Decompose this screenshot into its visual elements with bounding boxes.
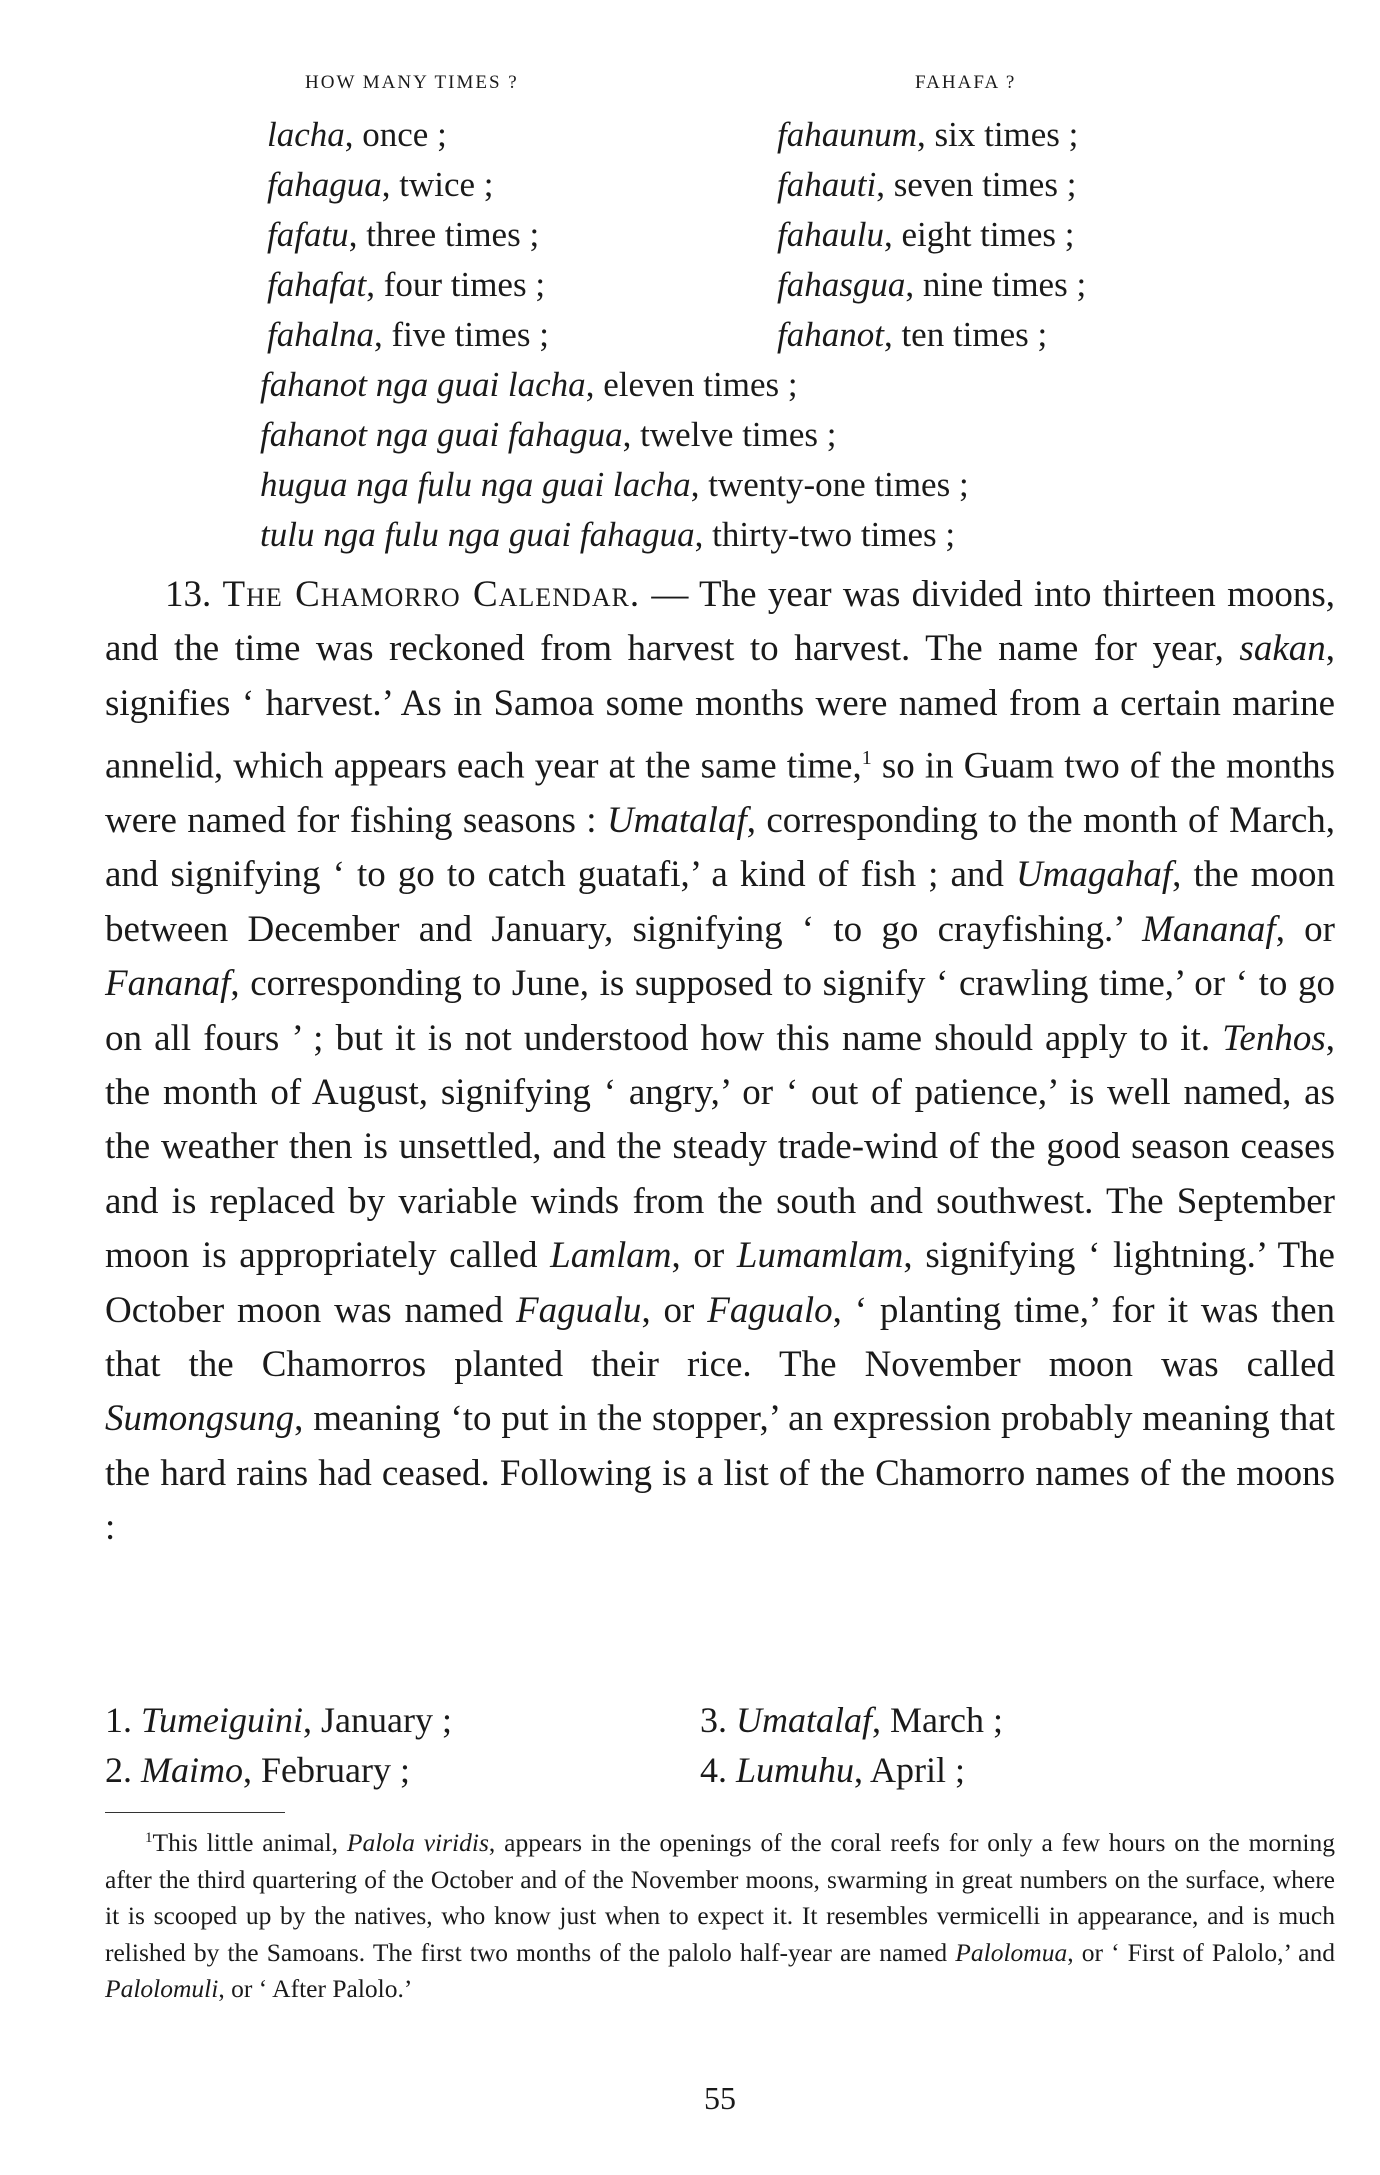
term: fafatu — [267, 215, 349, 254]
footnote-text: $^1$This little animal, Palola viridis, appears in the openings of the coral reefs for only a few hours on the morning after the third quartering of the October and of the November moons, swarming in great numbers on the surface, where it is scooped up by the natives, who know just when to expect it. It resembles vermicelli in appearance, and is much relished by the Samoans. The first two months of the palolo half-year are named Palolomua, or ‘ First of Palolo,’ and Palolomuli, or ‘ After Palolo.’ — [105, 1828, 1335, 2004]
term: lacha — [267, 115, 345, 154]
footnote — [105, 1820, 1335, 2008]
calendar-paragraph: 13. The Chamorro Calendar. — The year was divided into thirteen moons, and the time was reckoned from harvest to harvest. The name for year, sakan, signifies ‘ harvest.’ As in Samoa some months were named from a certain marine annelid, which appears each year at the same time,$^1$ so in Guam two of the months were named for fishing seasons : Umatalaf, corresponding to the month of March, and signifying ‘ to go to catch guatafi,’ a kind of fish ; and Umagahaf, the moon between December and January, signifying ‘ to go crayfishing.’ Mananaf, or Fananaf, corresponding to June, is supposed to signify ‘ crawling time,’ or ‘ to go on all fours ’ ; but it is not understood how this name should apply to it. Tenhos, the month of August, signifying ‘ angry,’ or ‘ out of patience,’ is well named, as the weather then is unsettled, and the steady trade-wind of the good season ceases and is replaced by variable winds from the south and southwest. The September moon is appropriately called Lamlam, or Lumamlam, signifying ‘ lightning.’ The October moon was named Fagualu, or Fagualo, ‘ planting time,’ for it was then that the Chamorros planted their rice. The November moon was called Sumongsung, meaning ‘to put in the stopper,’ an expression probably meaning that the hard rains had ceased. Following is a list of the Chamorro names of the moons : — [105, 574, 1336, 1549]
term: tulu nga fulu nga guai fahagua — [260, 515, 695, 554]
counting-row — [105, 310, 1335, 360]
term: fahanot nga guai fahagua — [260, 415, 623, 454]
moon-name: Umatalaf — [736, 1700, 873, 1740]
term: fahaulu — [777, 215, 884, 254]
counting-row — [105, 160, 1335, 210]
counting-header — [105, 72, 1335, 102]
term: Fananaf — [105, 963, 231, 1005]
term: Sumongsung — [105, 1398, 295, 1440]
counting-wide-row — [105, 410, 1335, 460]
gloss: , seven times ; — [876, 165, 1077, 204]
moon-list — [105, 1695, 1335, 1795]
section-number: 13. — [165, 574, 212, 615]
footnote-rule — [105, 1812, 285, 1813]
term: Tenhos — [1222, 1017, 1326, 1059]
counting-row — [105, 210, 1335, 260]
term: fahagua — [267, 165, 382, 204]
moon-list-row: 1. Tumeiguini, January ; 3. Umatalaf, March ; — [105, 1700, 1003, 1740]
gloss: , twice ; — [381, 165, 494, 204]
term: Fagualu — [516, 1289, 642, 1331]
term: fahafat — [267, 265, 367, 304]
term: Fagualo — [707, 1289, 833, 1331]
term: fahasgua — [777, 265, 906, 304]
counting-header-left: HOW MANY TIMES ? — [305, 72, 519, 93]
gloss: , twelve times ; — [622, 415, 837, 454]
gloss: , four times ; — [366, 265, 546, 304]
gloss: , three times ; — [348, 215, 540, 254]
gloss: , eight times ; — [883, 215, 1075, 254]
footnote-reference: 1 — [861, 747, 872, 770]
book-page — [105, 0, 1335, 2175]
page-number: 55 — [704, 2080, 736, 2116]
counting-row — [105, 260, 1335, 310]
gloss: , six times ; — [917, 115, 1079, 154]
counting-wide-row — [105, 460, 1335, 510]
counting-row — [105, 110, 1335, 160]
moon-list-row: 2. Maimo, February ; 4. Lumuhu, April ; — [105, 1750, 966, 1790]
term: fahanot nga guai lacha — [260, 365, 586, 404]
moon-name: Lumuhu — [736, 1750, 855, 1790]
term: Lumamlam — [736, 1235, 904, 1277]
gloss: , nine times ; — [905, 265, 1087, 304]
counting-header-right: FAHAFA ? — [915, 72, 1017, 93]
gloss: , thirty-two times ; — [694, 515, 956, 554]
moon-name: Maimo — [141, 1750, 243, 1790]
gloss: , once ; — [344, 115, 447, 154]
term: Palolomuli — [105, 1974, 219, 2004]
term: Mananaf — [1142, 908, 1276, 950]
gloss: , eleven times ; — [585, 365, 798, 404]
counting-table — [105, 110, 1335, 560]
counting-wide-row — [105, 360, 1335, 410]
term: Palolomua — [955, 1937, 1068, 1967]
section-title: The Chamorro Calendar. — [222, 574, 641, 615]
term: sakan — [1239, 628, 1326, 670]
gloss: , five times ; — [373, 315, 549, 354]
term: fahalna — [267, 315, 374, 354]
term: Lamlam — [550, 1235, 672, 1277]
term: fahanot — [777, 315, 884, 354]
moon-name: Tumeiguini — [141, 1700, 304, 1740]
term: Umagahaf — [1015, 854, 1173, 896]
term: hugua nga fulu nga guai lacha — [260, 465, 691, 504]
term: fahauti — [777, 165, 877, 204]
term: Umatalaf — [606, 799, 747, 841]
calendar-section — [105, 568, 1335, 1556]
term: Palola viridis — [346, 1828, 489, 1857]
gloss: , twenty-one times ; — [690, 465, 969, 504]
term: fahaunum — [777, 115, 917, 154]
gloss: , ten times ; — [883, 315, 1048, 354]
counting-wide-row — [105, 510, 1335, 560]
footnote-mark: 1 — [145, 1830, 153, 1846]
